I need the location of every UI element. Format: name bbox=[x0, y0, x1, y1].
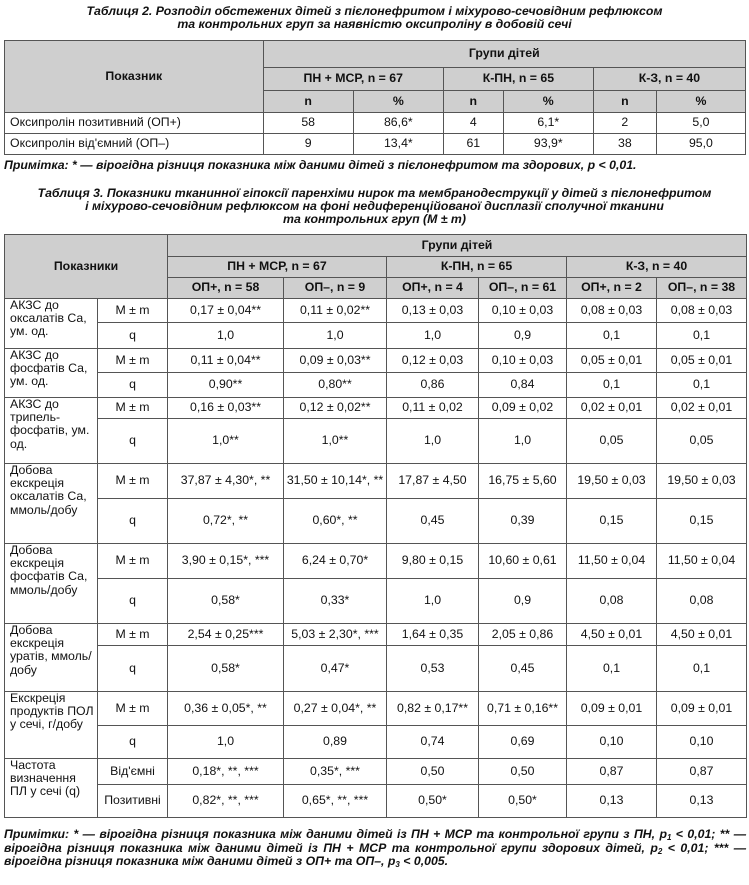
table-cell: 0,87 bbox=[657, 759, 747, 785]
table-cell: 0,11 ± 0,02** bbox=[284, 299, 387, 323]
table-cell: 0,09 ± 0,03** bbox=[284, 349, 387, 373]
table-cell: 0,84 bbox=[479, 373, 567, 398]
stat-label: q bbox=[98, 499, 168, 544]
group-label: Добова екскреція фосфатів Са, ммоль/добу bbox=[5, 544, 98, 624]
note-text: < 0,01; ** — вірогідна різниця показника між даними дітей із ПН + МСР та контрольної групи здорових bbox=[4, 827, 746, 855]
table-cell: 0,16 ± 0,03** bbox=[168, 398, 284, 419]
stat-label: М ± m bbox=[98, 349, 168, 373]
table-cell: 9 bbox=[263, 134, 353, 155]
table-row bbox=[5, 134, 746, 155]
table-cell: 0,05 ± 0,01 bbox=[657, 349, 747, 373]
table3-header-groups: Групи дітей bbox=[168, 235, 747, 257]
table-cell: 0,45 bbox=[387, 499, 479, 544]
stat-label: q bbox=[98, 646, 168, 692]
table-cell: 0,58* bbox=[168, 646, 284, 692]
table-cell: 0,90** bbox=[168, 373, 284, 398]
table3-header-group: К-ПН, n = 65 bbox=[387, 257, 567, 278]
table-cell: 0,82*, **, *** bbox=[168, 785, 284, 818]
table-cell: 0,65*, **, *** bbox=[284, 785, 387, 818]
table2-subheader: % bbox=[503, 91, 593, 113]
stat-label: М ± m bbox=[98, 464, 168, 499]
table-cell: 0,05 bbox=[657, 419, 747, 464]
table-row bbox=[5, 373, 747, 398]
table-cell: 4,50 ± 0,01 bbox=[657, 624, 747, 646]
table-cell: 0,10 bbox=[567, 726, 657, 759]
table3-caption-line: і міхурово-сечовідним рефлюксом на фоні недиференційованої дисплазії сполучної тканини bbox=[85, 199, 664, 213]
table-cell: 61 bbox=[443, 134, 503, 155]
table-cell: 0,11 ± 0,02 bbox=[387, 398, 479, 419]
table-cell: 1,0 bbox=[387, 323, 479, 349]
table-cell: 0,08 bbox=[657, 579, 747, 624]
table2 bbox=[4, 40, 746, 155]
table-cell: 0,50* bbox=[387, 785, 479, 818]
table3-header-group: К-З, n = 40 bbox=[567, 257, 747, 278]
table-cell: 0,39 bbox=[479, 499, 567, 544]
stat-label: q bbox=[98, 726, 168, 759]
table-cell: 0,05 ± 0,01 bbox=[567, 349, 657, 373]
table-cell: 0,17 ± 0,04** bbox=[168, 299, 284, 323]
table2-caption-line: Таблиця 2. Розподіл обстежених дітей з пієлонефритом і міхурово-сечовідним рефлюксом bbox=[86, 4, 663, 18]
table-cell: 0,1 bbox=[657, 646, 747, 692]
table-cell: 11,50 ± 0,04 bbox=[657, 544, 747, 579]
table-cell: 0,69 bbox=[479, 726, 567, 759]
table2-subheader: n bbox=[593, 91, 656, 113]
table-cell: 17,87 ± 4,50 bbox=[387, 464, 479, 499]
table-cell: 1,0 bbox=[479, 419, 567, 464]
table-cell: 4,50 ± 0,01 bbox=[567, 624, 657, 646]
table2-header-group: К-ПН, n = 65 bbox=[443, 68, 593, 91]
table-row bbox=[5, 692, 747, 726]
table-cell: 1,0 bbox=[168, 323, 284, 349]
note-text: < 0,005. bbox=[399, 854, 449, 868]
table-cell: 6,1* bbox=[503, 113, 593, 134]
table-cell: 0,1 bbox=[567, 373, 657, 398]
group-label: АКЗС до оксалатів Са, ум. од. bbox=[5, 299, 98, 349]
table-row bbox=[5, 499, 747, 544]
table-cell: 0,09 ± 0,02 bbox=[479, 398, 567, 419]
table-cell: 31,50 ± 10,14*, ** bbox=[284, 464, 387, 499]
table-cell: 0,45 bbox=[479, 646, 567, 692]
table3-caption-line: та контрольних груп (М ± m) bbox=[283, 212, 466, 226]
table-cell: 0,13 bbox=[657, 785, 747, 818]
table-cell: 0,71 ± 0,16** bbox=[479, 692, 567, 726]
table3-subheader: ОП+, n = 4 bbox=[387, 278, 479, 299]
table-cell: 0,53 bbox=[387, 646, 479, 692]
table-row bbox=[5, 323, 747, 349]
stat-label: Позитивні bbox=[98, 785, 168, 818]
group-label: Частота визначення ПЛ у сечі (q) bbox=[5, 759, 98, 818]
table-cell: 0,12 ± 0,03 bbox=[387, 349, 479, 373]
note-subscript: 1 bbox=[666, 833, 672, 842]
table-cell: 0,86 bbox=[387, 373, 479, 398]
table-cell: 0,10 bbox=[657, 726, 747, 759]
table-cell: 11,50 ± 0,04 bbox=[567, 544, 657, 579]
table2-header-indicator: Показник bbox=[5, 41, 264, 113]
table-row bbox=[5, 464, 747, 499]
table-cell: 38 bbox=[593, 134, 656, 155]
stat-label: М ± m bbox=[98, 544, 168, 579]
group-label: Екскреція продуктів ПОЛ у сечі, г/добу bbox=[5, 692, 98, 759]
table2-subheader: % bbox=[353, 91, 443, 113]
table-cell: 0,18*, **, *** bbox=[168, 759, 284, 785]
table-cell: 3,90 ± 0,15*, *** bbox=[168, 544, 284, 579]
table-row bbox=[5, 419, 747, 464]
table2-caption bbox=[0, 5, 749, 31]
table-row bbox=[5, 398, 747, 419]
table-cell: 0,89 bbox=[284, 726, 387, 759]
table3-note bbox=[4, 828, 746, 869]
table-cell: 0,09 ± 0,01 bbox=[567, 692, 657, 726]
group-label: Добова екскреція уратів, ммоль/добу bbox=[5, 624, 98, 692]
table3-subheader: ОП–, n = 9 bbox=[284, 278, 387, 299]
table-cell: 0,1 bbox=[567, 646, 657, 692]
table-cell: 1,0** bbox=[284, 419, 387, 464]
table-cell: 19,50 ± 0,03 bbox=[567, 464, 657, 499]
note-subscript: 2 bbox=[657, 846, 663, 856]
table-cell: 13,4* bbox=[353, 134, 443, 155]
table-cell: 19,50 ± 0,03 bbox=[657, 464, 747, 499]
table-cell: 0,1 bbox=[657, 323, 747, 349]
table2-header-groups: Групи дітей bbox=[263, 41, 745, 68]
table3-caption-line: Таблиця 3. Показники тканинної гіпоксії паренхіми нирок та мембранодеструкції у дітей з пієлонефритом bbox=[37, 186, 712, 200]
table3-subheader: ОП+, n = 2 bbox=[567, 278, 657, 299]
table-cell: 0,87 bbox=[567, 759, 657, 785]
table2-caption-line: та контрольних груп за наявністю оксипроліну в добовій сечі bbox=[177, 17, 572, 31]
table3 bbox=[4, 234, 747, 818]
table-cell: 5,0 bbox=[656, 113, 745, 134]
table-cell: 0,10 ± 0,03 bbox=[479, 299, 567, 323]
table-cell: 1,0** bbox=[168, 419, 284, 464]
table-cell: 0,15 bbox=[567, 499, 657, 544]
table-cell: 0,58* bbox=[168, 579, 284, 624]
table-cell: 0,36 ± 0,05*, ** bbox=[168, 692, 284, 726]
table-cell: 0,12 ± 0,02** bbox=[284, 398, 387, 419]
table-cell: 2 bbox=[593, 113, 656, 134]
table-cell: 0,47* bbox=[284, 646, 387, 692]
table3-subheader: ОП–, n = 61 bbox=[479, 278, 567, 299]
table-cell: 2,54 ± 0,25*** bbox=[168, 624, 284, 646]
table-cell: 2,05 ± 0,86 bbox=[479, 624, 567, 646]
table-cell: 0,27 ± 0,04*, ** bbox=[284, 692, 387, 726]
row-label: Оксипролін позитивний (ОП+) bbox=[5, 113, 264, 134]
table-cell: 0,02 ± 0,01 bbox=[657, 398, 747, 419]
stat-label: М ± m bbox=[98, 692, 168, 726]
note-subscript: 3 bbox=[395, 860, 400, 869]
table-cell: 0,05 bbox=[567, 419, 657, 464]
table3-subheader: ОП+, n = 58 bbox=[168, 278, 284, 299]
table2-subheader: n bbox=[443, 91, 503, 113]
table-cell: 0,08 bbox=[567, 579, 657, 624]
table-cell: 0,08 ± 0,03 bbox=[657, 299, 747, 323]
table-cell: 16,75 ± 5,60 bbox=[479, 464, 567, 499]
table-cell: 10,60 ± 0,61 bbox=[479, 544, 567, 579]
table-cell: 1,0 bbox=[284, 323, 387, 349]
table-row bbox=[5, 579, 747, 624]
table-cell: 37,87 ± 4,30*, ** bbox=[168, 464, 284, 499]
table-cell: 0,72*, ** bbox=[168, 499, 284, 544]
table-cell: 0,35*, *** bbox=[284, 759, 387, 785]
table-row bbox=[5, 759, 747, 785]
table2-subheader: % bbox=[656, 91, 745, 113]
table-cell: 0,9 bbox=[479, 323, 567, 349]
note-text: дітей, р bbox=[605, 840, 658, 855]
table-cell: 1,64 ± 0,35 bbox=[387, 624, 479, 646]
table-cell: 0,1 bbox=[567, 323, 657, 349]
stat-label: М ± m bbox=[98, 299, 168, 323]
table-row bbox=[5, 113, 746, 134]
table-cell: 0,9 bbox=[479, 579, 567, 624]
table-row bbox=[5, 349, 747, 373]
note-text: р bbox=[659, 827, 667, 841]
table-cell: 95,0 bbox=[656, 134, 745, 155]
table-cell: 0,50 bbox=[479, 759, 567, 785]
table-cell: 93,9* bbox=[503, 134, 593, 155]
table-cell: 0,09 ± 0,01 bbox=[657, 692, 747, 726]
table3-header-group: ПН + МСР, n = 67 bbox=[168, 257, 387, 278]
table-cell: 58 bbox=[263, 113, 353, 134]
table-cell: 0,74 bbox=[387, 726, 479, 759]
table3-subheader: ОП–, n = 38 bbox=[657, 278, 747, 299]
row-label: Оксипролін від'ємний (ОП–) bbox=[5, 134, 264, 155]
table3-header-indicator: Показники bbox=[5, 235, 168, 299]
table-row bbox=[5, 785, 747, 818]
table-cell: 0,15 bbox=[657, 499, 747, 544]
table-cell: 0,1 bbox=[657, 373, 747, 398]
group-label: АКЗС до фосфатів Са, ум. од. bbox=[5, 349, 98, 398]
note-text: < 0,01; *** — вірогідна різниця показника між даними дітей з ОП+ та ОП–, р bbox=[4, 840, 746, 868]
table2-note: Примітка: * — вірогідна різниця показника між даними дітей з пієлонефритом та здорових, р < 0,01. bbox=[4, 158, 637, 172]
table-cell: 4 bbox=[443, 113, 503, 134]
table-cell: 0,11 ± 0,04** bbox=[168, 349, 284, 373]
table-cell: 0,10 ± 0,03 bbox=[479, 349, 567, 373]
table-cell: 0,50 bbox=[387, 759, 479, 785]
table-cell: 0,02 ± 0,01 bbox=[567, 398, 657, 419]
table-cell: 1,0 bbox=[168, 726, 284, 759]
table-row bbox=[5, 299, 747, 323]
stat-label: q bbox=[98, 323, 168, 349]
table-cell: 0,80** bbox=[284, 373, 387, 398]
stat-label: М ± m bbox=[98, 624, 168, 646]
table-cell: 0,60*, ** bbox=[284, 499, 387, 544]
table-row bbox=[5, 624, 747, 646]
table-cell: 5,03 ± 2,30*, *** bbox=[284, 624, 387, 646]
table-cell: 0,33* bbox=[284, 579, 387, 624]
table-cell: 0,08 ± 0,03 bbox=[567, 299, 657, 323]
stat-label: q bbox=[98, 373, 168, 398]
stat-label: q bbox=[98, 419, 168, 464]
stat-label: q bbox=[98, 579, 168, 624]
table-row bbox=[5, 646, 747, 692]
table-cell: 1,0 bbox=[387, 579, 479, 624]
table-row bbox=[5, 544, 747, 579]
group-label: АКЗС до трипель-фосфатів, ум. од. bbox=[5, 398, 98, 464]
table-cell: 9,80 ± 0,15 bbox=[387, 544, 479, 579]
table2-header-group: ПН + МСР, n = 67 bbox=[263, 68, 443, 91]
table-cell: 0,13 ± 0,03 bbox=[387, 299, 479, 323]
table-cell: 0,13 bbox=[567, 785, 657, 818]
stat-label: М ± m bbox=[98, 398, 168, 419]
table-cell: 86,6* bbox=[353, 113, 443, 134]
table3-caption bbox=[0, 187, 749, 226]
note-text: Примітки: * — вірогідна різниця показника між даними дітей із ПН + МСР та контрольної групи з ПН, bbox=[4, 827, 656, 841]
table-cell: 0,50* bbox=[479, 785, 567, 818]
table-cell: 1,0 bbox=[387, 419, 479, 464]
stat-label: Від'ємні bbox=[98, 759, 168, 785]
group-label: Добова екскреція оксалатів Са, ммоль/добу bbox=[5, 464, 98, 544]
table-cell: 6,24 ± 0,70* bbox=[284, 544, 387, 579]
table2-header-group: К-З, n = 40 bbox=[593, 68, 745, 91]
table2-subheader: n bbox=[263, 91, 353, 113]
table-row bbox=[5, 726, 747, 759]
table-cell: 0,82 ± 0,17** bbox=[387, 692, 479, 726]
